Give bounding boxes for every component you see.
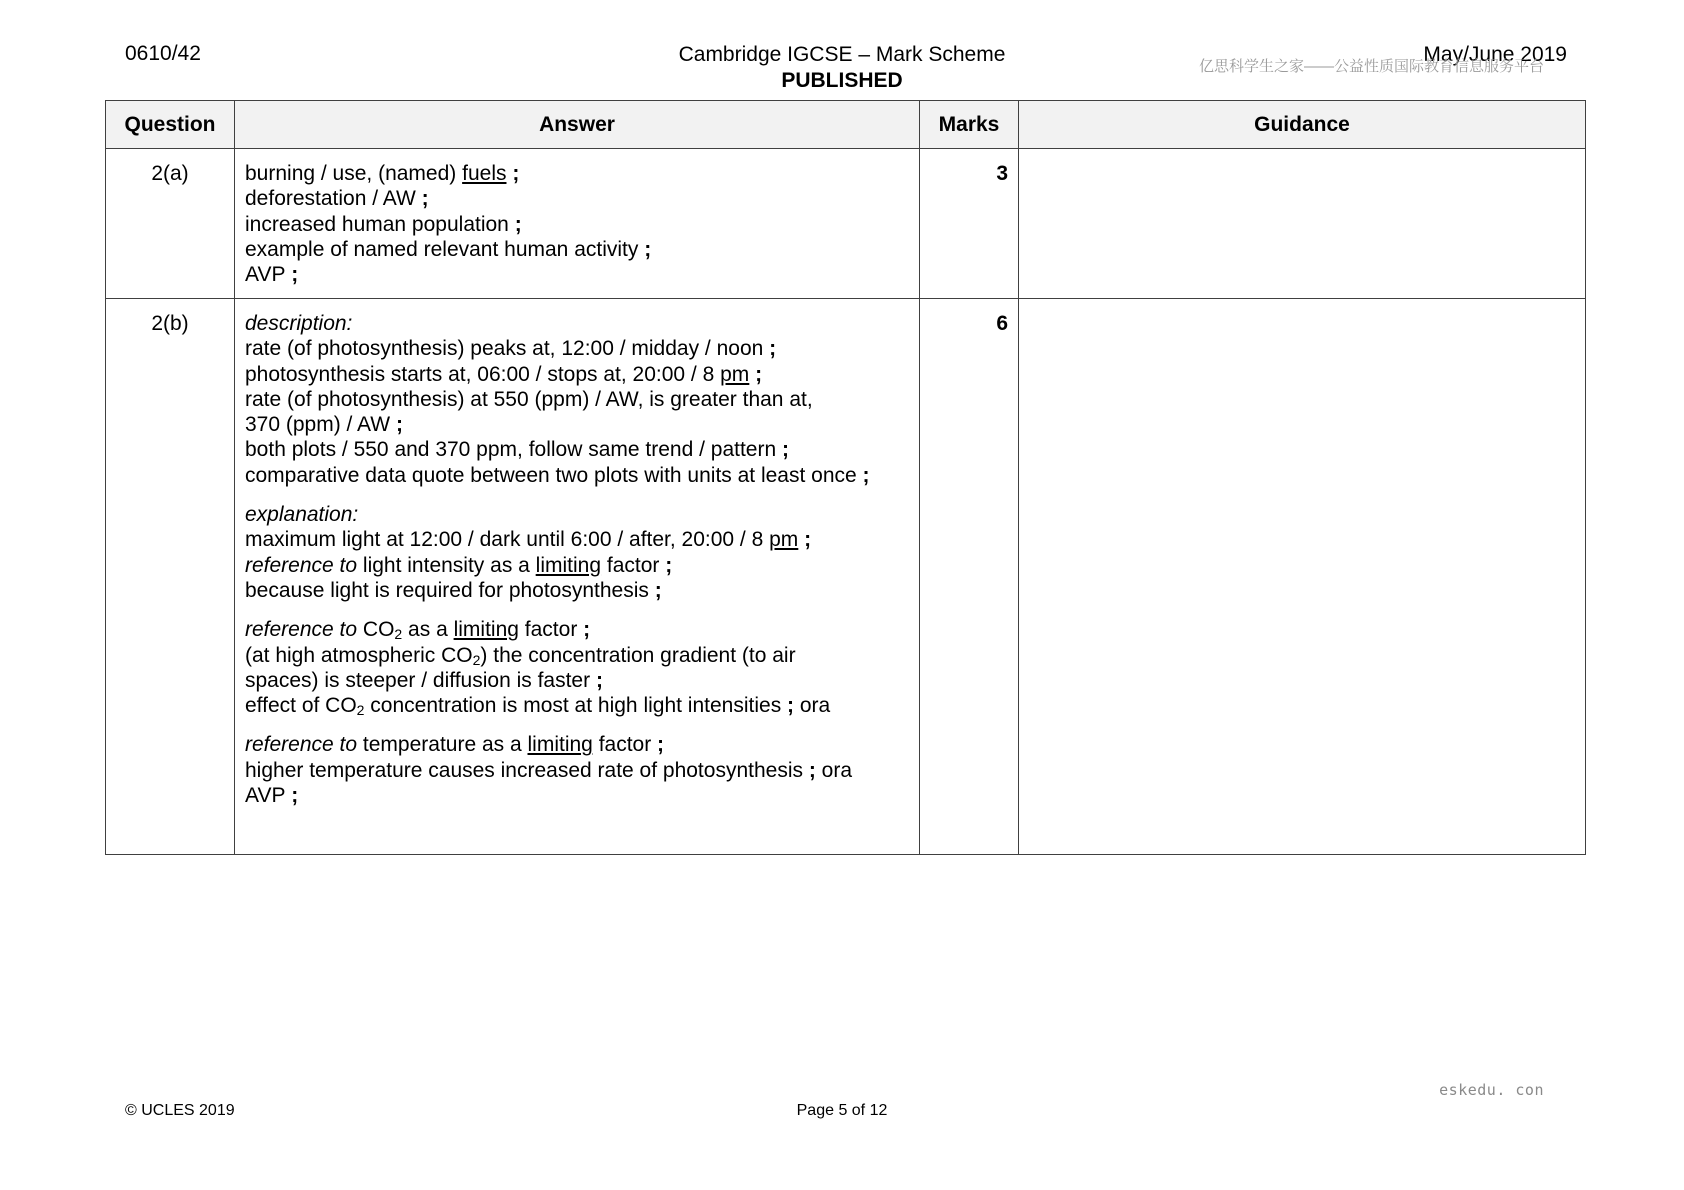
paper-code: 0610/42	[125, 42, 201, 65]
answer-line: both plots / 550 and 370 ppm, follow same trend / pattern ;	[245, 438, 789, 462]
answer-line: AVP ;	[245, 784, 299, 808]
table-row	[106, 299, 1586, 855]
marks-column-header: Marks	[920, 101, 1019, 149]
guidance-cell	[1019, 299, 1586, 855]
site-watermark: eskedu. con	[1439, 1081, 1544, 1099]
guidance-column-header: Guidance	[1019, 101, 1586, 149]
answer-line: maximum light at 12:00 / dark until 6:00 / after, 20:00 / 8 pm ;	[245, 528, 812, 552]
answer-line: reference to light intensity as a limiting factor ;	[245, 553, 673, 577]
answer-line: deforestation / AW ;	[245, 187, 429, 211]
answer-line: 370 (ppm) / AW ;	[245, 413, 403, 437]
answer-line: because light is required for photosynthesis ;	[245, 578, 662, 602]
answer-line: example of named relevant human activity ;	[245, 237, 652, 261]
answer-cell	[235, 299, 920, 855]
answer-line: higher temperature causes increased rate of photosynthesis ; ora	[245, 758, 853, 782]
copyright-notice: © UCLES 2019	[125, 1102, 235, 1119]
answer-line: photosynthesis starts at, 06:00 / stops at, 20:00 / 8 pm ;	[245, 362, 763, 386]
answer-line: reference to temperature as a limiting factor ;	[245, 733, 665, 757]
answer-line: (at high atmospheric $CO_2$) the concentration gradient (to air	[245, 643, 796, 668]
table-header-row	[106, 101, 1586, 149]
document-title: Cambridge IGCSE – Mark Scheme	[678, 43, 1006, 66]
question-number: 2(b)	[106, 299, 235, 855]
answer-line: increased human population ;	[245, 212, 522, 236]
answer-cell	[235, 149, 920, 299]
page-number: Page 5 of 12	[796, 1102, 888, 1119]
published-label: PUBLISHED	[781, 69, 903, 92]
answer-line: rate (of photosynthesis) peaks at, 12:00 / midday / noon ;	[245, 337, 777, 361]
marks-value: 3	[920, 149, 1019, 299]
watermark-text: 亿思科学生之家——公益性质国际教育信息服务平台	[1198, 58, 1544, 75]
marks-value: 6	[920, 299, 1019, 855]
answer-line: effect of $CO_2$ concentration is most at high light intensities ; ora	[245, 694, 831, 719]
guidance-cell	[1019, 149, 1586, 299]
table-row	[106, 149, 1586, 299]
section-label: explanation:	[245, 503, 359, 527]
answer-line: spaces) is steeper / diffusion is faster ;	[245, 668, 603, 692]
answer-line: rate (of photosynthesis) at 550 (ppm) / AW, is greater than at,	[245, 387, 813, 411]
answer-line: comparative data quote between two plots with units at least once ;	[245, 463, 870, 487]
answer-line: burning / use, (named) fuels ;	[245, 162, 520, 185]
question-column-header: Question	[106, 101, 235, 149]
answer-line: AVP ;	[245, 263, 299, 287]
answer-line: reference to $CO_2$ as a limiting factor ;	[245, 618, 591, 643]
mark-scheme-table	[105, 100, 1586, 855]
section-label: description:	[245, 312, 353, 335]
exam-session: May/June 2019	[1423, 43, 1567, 66]
answer-column-header: Answer	[235, 101, 920, 149]
question-number: 2(a)	[106, 149, 235, 299]
